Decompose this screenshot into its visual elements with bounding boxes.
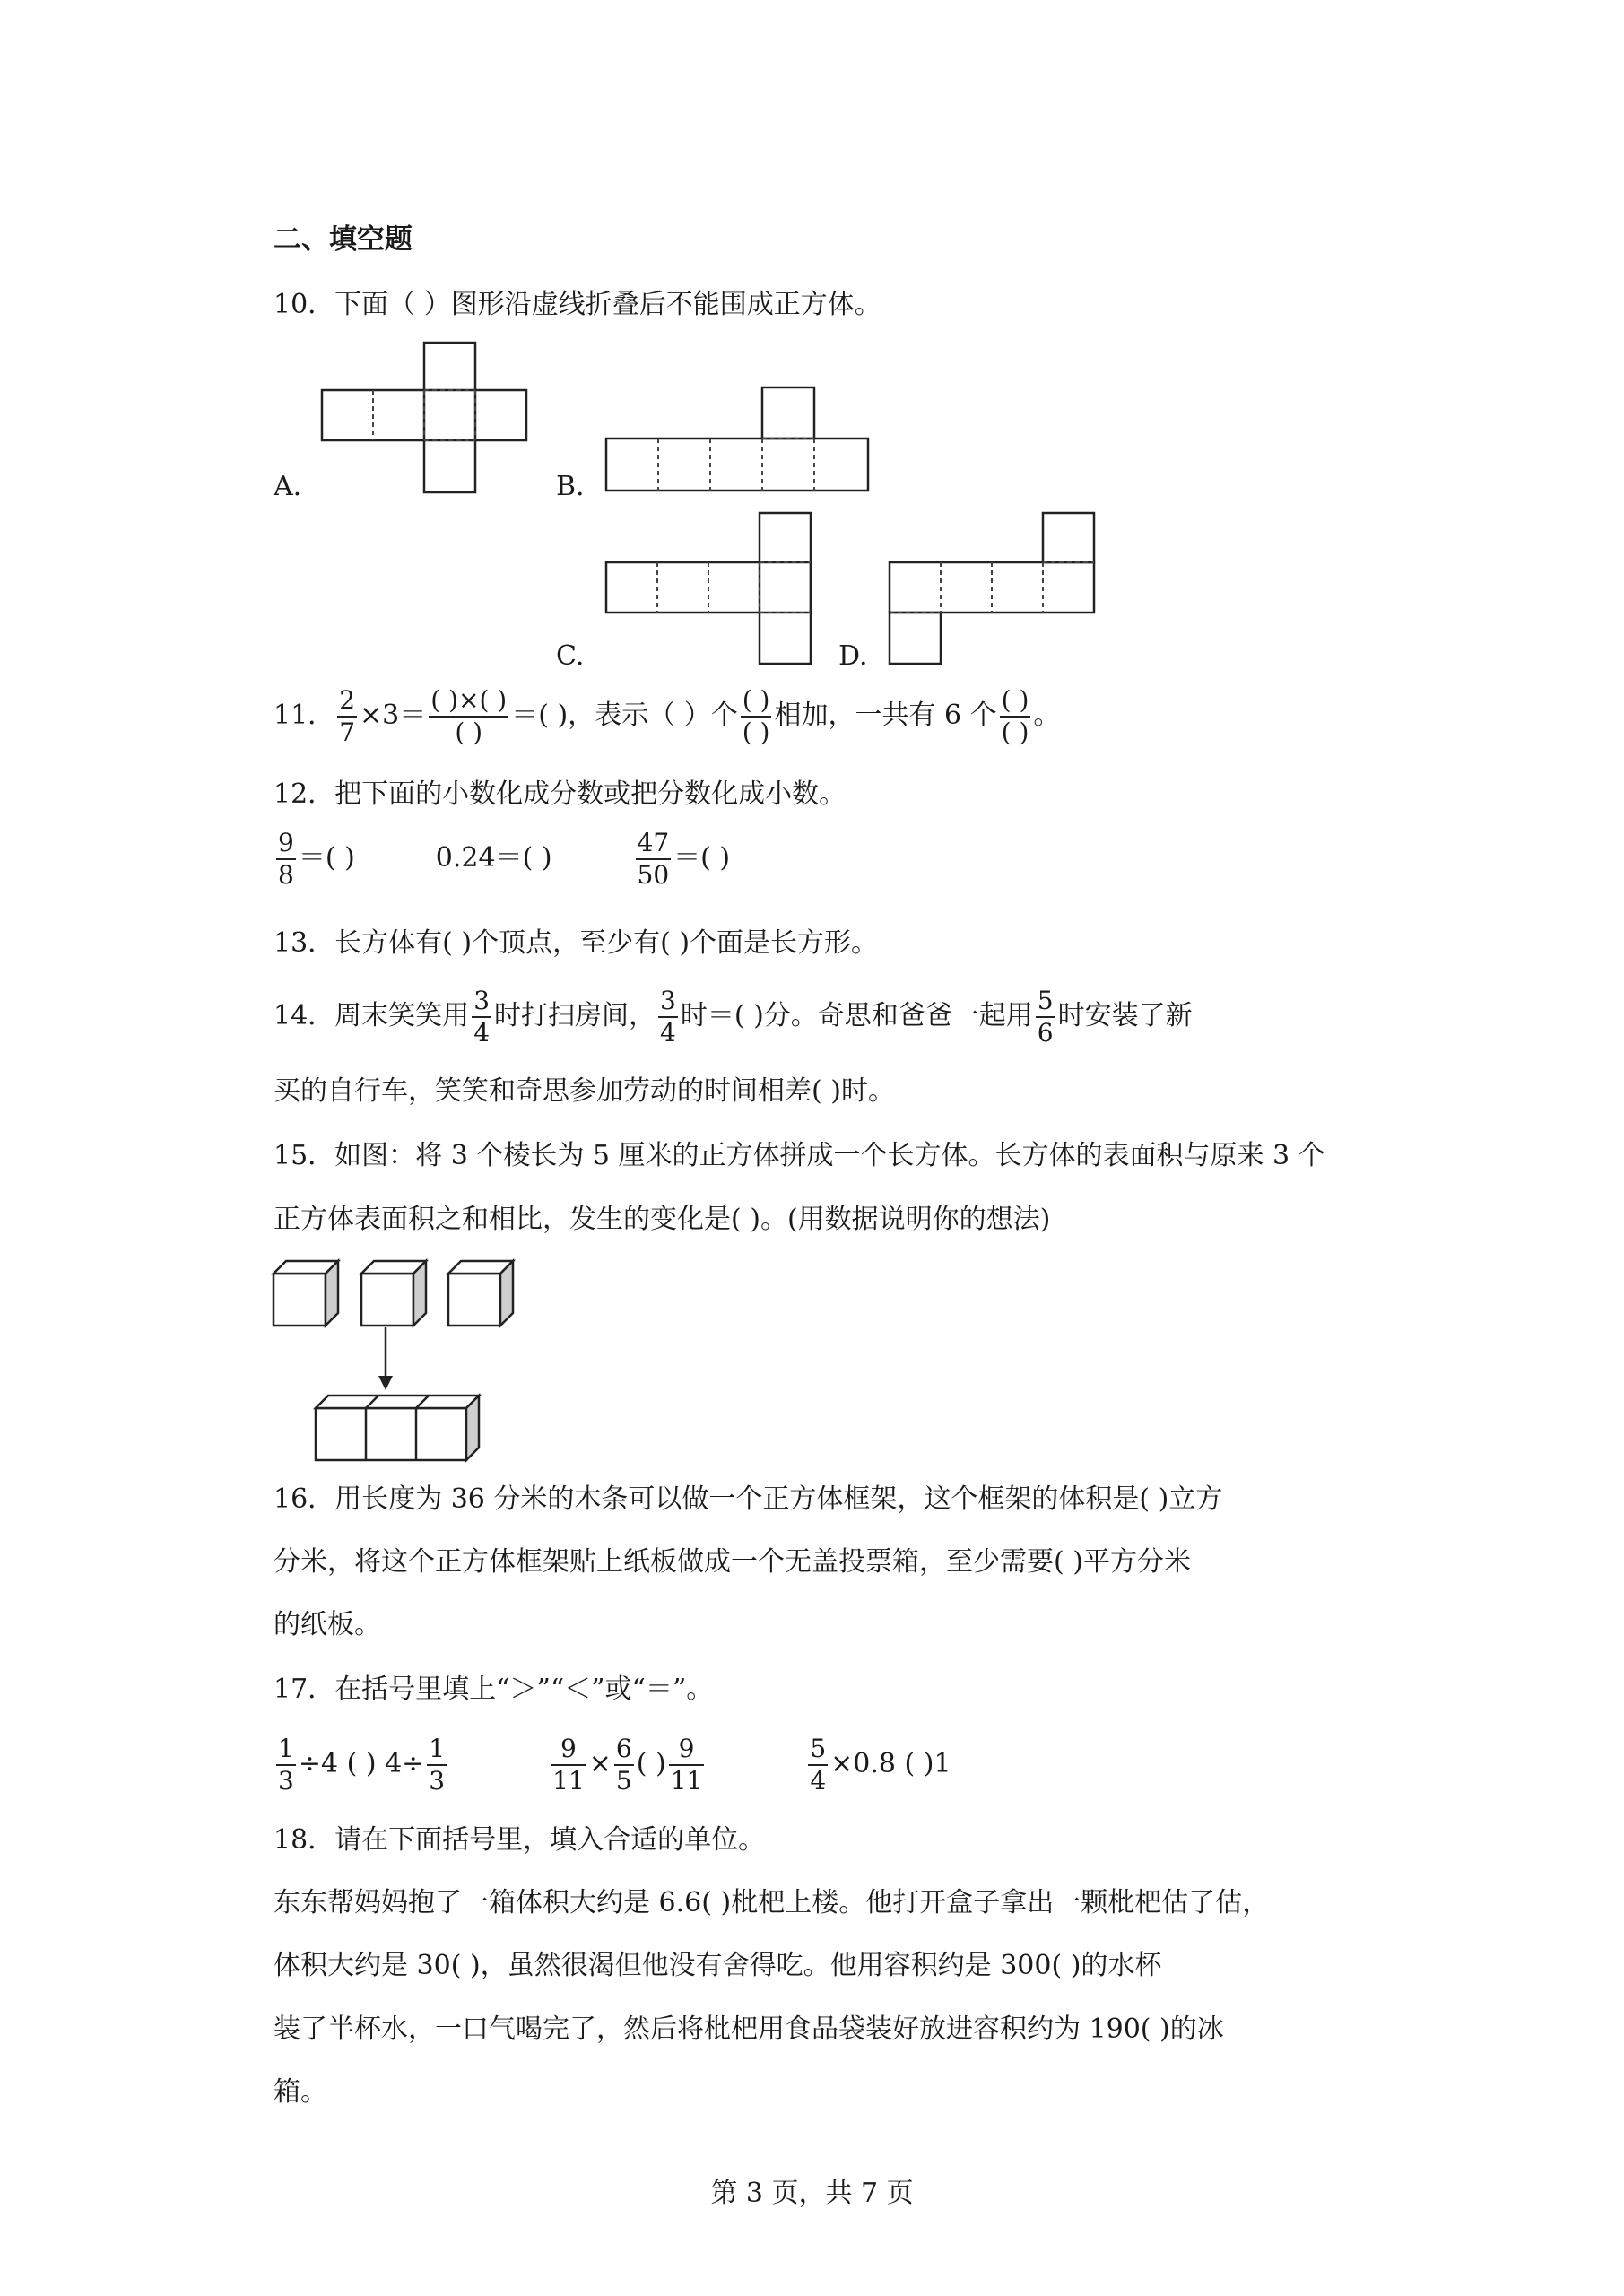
cube-net-a	[318, 339, 532, 496]
question-11	[274, 684, 1060, 747]
question-10-text: 10．下面（ ）图形沿虚线折叠后不能围成正方体。	[274, 289, 881, 320]
q14-fraction-5-6: $\frac{5}{6}$	[1037, 986, 1054, 1048]
question-18-line-3: 装了半杯水，一口气喝完了，然后将枇杷用食品袋装好放进容积约为 190( )的冰	[274, 2013, 1224, 2045]
cube-net-c	[603, 509, 818, 669]
q17-compare-1: ÷4 ( ) 4÷	[298, 1748, 425, 1779]
question-18-line-2: 体积大约是 30( )，虽然很渴但他没有舍得吃。他用容积约是 300( )的水杯	[274, 1950, 1162, 1981]
question-18-line-0: 18．请在下面括号里，填入合适的单位。	[274, 1824, 766, 1856]
question-14-line-1: 14．周末笑笑用 $\frac{3}{4}$ 时打扫房间， $\frac{3}{4}$ 时＝( )分。奇思和爸爸一起用 $\frac{5}{6}$ 时安装了新	[274, 986, 1193, 1048]
question-17-items: $\frac{1}{3}$ ÷4 ( ) 4÷ $\frac{1}{3}$ $\frac{9}{11}$ × $\frac{6}{5}$ ( ) $\frac{9}{11}$ $\frac{5}{4}$ ×0.8 ( )1	[278, 1734, 951, 1796]
question-13: 13．长方体有( )个顶点，至少有( )个面是长方形。	[274, 927, 879, 959]
option-d-label: D.	[838, 640, 868, 672]
option-c-label: C.	[556, 640, 585, 672]
q14-fraction-3-4-b: $\frac{3}{4}$	[660, 986, 676, 1048]
option-a-label: A.	[274, 471, 302, 502]
q17-compare-2: ( )	[636, 1748, 666, 1779]
option-b-label: B.	[556, 471, 585, 502]
question-17-text: 17．在括号里填上“＞”“＜”或“＝”。	[274, 1674, 714, 1705]
question-18-line-4: 箱。	[274, 2076, 327, 2108]
q12-decimal-item: 0.24＝( )	[435, 842, 552, 874]
q14-fraction-3-4-a: $\frac{3}{4}$	[473, 986, 491, 1048]
question-15-line-1: 15．如图：将 3 个棱长为 5 厘米的正方体拼成一个长方体。长方体的表面积与原来 3 个	[274, 1140, 1325, 1171]
q11-fraction-blank-total: $\frac{( )}{( )}$	[1001, 685, 1029, 747]
question-14-line-2: 买的自行车，笑笑和奇思参加劳动的时间相差( )时。	[274, 1075, 895, 1107]
question-12-text: 12．把下面的小数化成分数或把分数化成小数。	[274, 778, 847, 810]
cube-net-d	[886, 509, 1098, 669]
q11-fraction-blank-product: $\frac{( )\times( )}{( )}$	[430, 685, 508, 747]
question-16-line-2: 分米，将这个正方体框架贴上纸板做成一个无盖投票箱，至少需要( )平方分米	[274, 1546, 1191, 1578]
q11-fraction-2-7: $\frac{2}{7}$	[339, 685, 356, 747]
section-title: 二、填空题	[274, 223, 413, 256]
cube-net-b	[603, 384, 872, 496]
question-16-line-3: 的纸板。	[274, 1609, 381, 1640]
question-12-items	[274, 827, 730, 890]
q17-compare-3: ×0.8 ( )1	[830, 1748, 951, 1779]
q11-times: ×3＝	[360, 700, 427, 731]
q11-middle-text: 相加，一共有 6 个	[774, 700, 997, 731]
question-15-line-2: 正方体表面积之和相比，发生的变化是( )。(用数据说明你的想法)	[274, 1204, 1051, 1235]
cubes-to-cuboid-diagram	[269, 1256, 529, 1466]
q12-fraction-9-8: $\frac{9}{8}$	[278, 828, 294, 890]
question-18-line-1: 东东帮妈妈抱了一箱体积大约是 6.6( )枇杷上楼。他打开盒子拿出一颗枇杷估了估，	[274, 1887, 1270, 1918]
question-16-line-1: 16．用长度为 36 分米的木条可以做一个正方体框架，这个框架的体积是( )立方	[274, 1483, 1223, 1515]
q12-blank-3: ＝( )	[673, 842, 731, 874]
q12-fraction-47-50: $\frac{47}{50}$	[637, 828, 670, 890]
q12-blank-1: ＝( )	[298, 842, 355, 874]
q11-end: 。	[1033, 700, 1061, 731]
q11-prefix: 11．	[274, 700, 335, 731]
q11-equals-blank: ＝( )，表示（ ）个	[511, 700, 738, 731]
page-footer: 第 3 页，共 7 页	[710, 2178, 914, 2209]
q11-fraction-blank-unit: $\frac{( )}{( )}$	[742, 685, 770, 747]
